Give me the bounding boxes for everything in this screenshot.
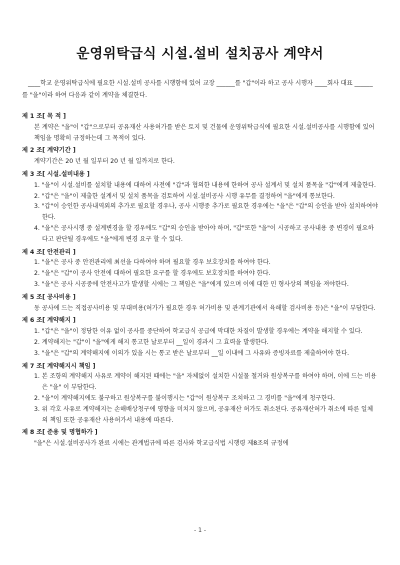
article-item: 2. 계약해지는 "갑"이 "을"에게 해지 통고한 날로부터 __일이 경과시 그 효력을 발생한다. bbox=[34, 338, 269, 346]
article-1 bbox=[22, 112, 378, 144]
article-heading: 제 2 조[ 계약기간 ] bbox=[22, 147, 76, 155]
article-8 bbox=[22, 428, 378, 450]
article-item: 1. "을"이 시설.설비를 설치할 내용에 대하여 사전에 "갑"과 협의한 내용에 한하여 공사 설계서 및 설치 품목을 "갑"에게 제출한다. bbox=[34, 181, 376, 189]
article-heading: 제 8 조[ 준용 및 명협하가 ] bbox=[22, 429, 98, 437]
article-item: 3. "갑"이 승인한 공사내역외의 추가로 필요할 경우나, 공사 시행중 추가로 필요한 경우에는 "을"은 "갑"의 승인을 받아 설치하여야 한다. bbox=[34, 203, 379, 222]
article-heading: 제 4 조[ 안전관리 ] bbox=[22, 248, 76, 256]
article-heading: 제 6 조[ 계약해지 ] bbox=[22, 317, 76, 325]
article-2 bbox=[22, 146, 378, 168]
article-body: 계약기간은 20 년 월 일부터 20 년 월 일까지로 한다. bbox=[34, 158, 175, 166]
article-item: 2. "을"이 계약해지에도 불구하고 원상복구를 불이행시는 "갑"이 원상복구 조치하고 그 경비를 "을"에게 청구한다. bbox=[34, 394, 335, 402]
article-item: 3. "을"은 "갑"의 계약해지에 이의가 있을 시는 통고 받은 날로부터 __일 이내에 그 사유와 증빙자료를 제출하여야 한다. bbox=[34, 349, 350, 357]
article-heading: 제 1 조[ 목 적 ] bbox=[22, 113, 66, 120]
article-7 bbox=[22, 362, 378, 427]
article-item: 2. "을"은 "갑"이 공사 안전에 대하여 필요한 요구를 할 경우에도 보호장치를 하여야 한다. bbox=[34, 270, 271, 278]
article-body: 동 공사에 드는 직접공사비용 및 부대비용(허가가 필요한 경우 허가비용 및 관계기관에서 육해할 검사비용 등)은 "을"이 부담한다. bbox=[34, 304, 376, 312]
article-item: 2. "갑"은 "을"이 제출한 설계서 및 설치 품목을 검토하여 시설.설비공사 시행 유무를 결정하여 "을"에게 통보한다. bbox=[34, 192, 335, 200]
article-body: 본 계약은 "을"이 "갑"으로부터 공유재산 사용허가를 받은 토지 및 건물에 운영위탁급식에 필요한 시설.설비공사를 시행함에 있어 책임을 명확히 규정하는데 그 목적이 있다. bbox=[34, 123, 375, 142]
article-items bbox=[22, 327, 378, 359]
page-number: - 1 - bbox=[194, 527, 206, 534]
articles-list bbox=[22, 112, 378, 452]
article-items bbox=[22, 372, 378, 426]
document-title: 운영위탁급식 시설.설비 설치공사 계약서 bbox=[76, 46, 324, 62]
article-4 bbox=[22, 248, 378, 291]
article-item: 1. "갑"은 "을"이 정당한 이유 없이 공사를 중단하여 학교급식 공급에 막대한 차질이 발생할 경우에는 계약을 해지할 수 있다. bbox=[34, 328, 363, 336]
article-item: 3. 위 각호 사유로 계약해지는 손해배상청구에 영향을 미치지 않으며, 공유재산 허가도 취소된다. 공유재산허가 취소에 따른 일체의 책임 또한 공유재산 사용허가서 내용에 따른다. bbox=[34, 405, 373, 424]
article-item: 3. "을"은 공사 시공중에 안전사고가 발생할 시에는 그 책임은 "을"에게 있으며 이에 대한 민 형사상의 책임을 져야한다. bbox=[34, 280, 349, 288]
article-6 bbox=[22, 316, 378, 359]
article-items bbox=[22, 258, 378, 290]
intro-text: ____학교 운영위탁급식에 필요한 시설.설비 공사를 시행함에 있어 교장 ______를 "갑"이라 하고 공사 시행자 ____회사 대표 ______를 "을"이라 하여 다음과 같이 계약을 체결한다. bbox=[22, 80, 373, 100]
article-item: 1. "을"은 공사 중 안전관리에 최선을 다하여야 하며 필요할 경우 보호장치를 하여야 한다. bbox=[34, 259, 271, 267]
article-3 bbox=[22, 170, 378, 246]
article-item: 1. 본 조항의 계약해지 사유로 계약이 해지된 때에는 "을" 자체없이 설치한 시설물 철거와 원상복구를 하여야 하며, 이에 드는 비용은 "을" 이 부담한다. bbox=[34, 373, 377, 392]
article-heading: 제 7 조[ 계약해지시 책임 ] bbox=[22, 362, 96, 370]
article-body: "을"은 시설.설비공사가 완료 시에는 관계법규에 따른 검사와 학교급식법 시행령 제8조의 규정에 bbox=[34, 440, 289, 448]
article-heading: 제 5 조[ 공사비용 ] bbox=[22, 293, 76, 301]
article-5 bbox=[22, 293, 378, 315]
article-items bbox=[22, 181, 378, 246]
article-heading: 제 3 조[ 시설.설비내용 ] bbox=[22, 170, 90, 178]
article-item: 4. "을"은 공사시행 중 설계변경을 할 경우에도 "갑"의 승인을 받아야 하며, "갑"또한 "을"이 시공하고 공사내용 중 변경이 필요하다고 판단될 경우에도 "을"에게 변경 요구 할 수 있다. bbox=[34, 224, 374, 243]
intro-paragraph bbox=[22, 78, 378, 103]
